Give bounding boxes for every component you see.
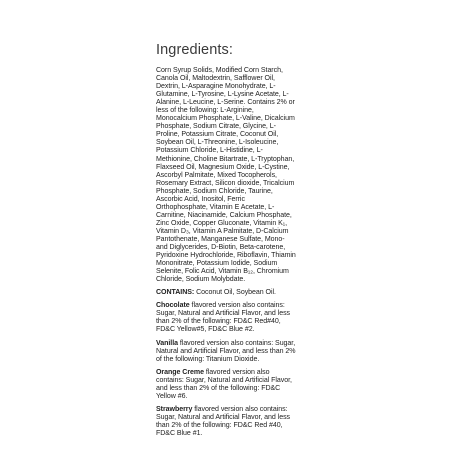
- contains-statement: [156, 289, 296, 297]
- flavor-orange-creme: [156, 369, 296, 401]
- flavor-name: Vanilla: [156, 339, 178, 347]
- flavor-strawberry: [156, 406, 296, 438]
- flavor-text: flavored version also contains: Sugar, Natural and Artificial Flavor, and less than 2% of the following: Titanium Dioxide.: [156, 339, 296, 363]
- flavor-text: flavored version also contains: Sugar, Natural and Artificial Flavor, and less than 2% of the following: FD&C Red#40, FD&C Yellow#5, FD&C Blue #2.: [156, 302, 291, 334]
- flavor-text: flavored version also contains: Sugar, Natural and Artificial Flavor, and less than 2% of the following: FD&C Red #40, FD&C Blue #1.: [156, 405, 291, 437]
- ingredients-list: Corn Syrup Solids, Modified Corn Starch, Canola Oil, Maltodextrin, Safflower Oil, Dextrin, L-Asparagine Monohydrate, L-Glutamine, L-Tyrosine, L-Lysine Acetate, L-Alanine, L-Leucine, L-Serine. Contains 2% or less of the following: L-Arginine, Monocalcium Phosphate, L-Valine, Dicalcium Phosphate, Sodium Citrate, Glycine, L-Proline, Potassium Citrate, Coconut Oil, Soybean Oil, L-Threonine, L-Isoleucine, Potassium Chloride, L-Histidine, L-Methionine, Choline Bitartrate, L-Tryptophan, Flaxseed Oil, Magnesium Oxide, L-Cystine, Ascorbyl Palmitate, Mixed Tocopherols, Rosemary Extract, Silicon dioxide, Tricalcium Phosphate, Sodium Chloride, Taurine, Ascorbic Acid, Inositol, Ferric Orthophosphate, Vitamin E Acetate, L-Carnitine, Niacinamide, Calcium Phosphate, Zinc Oxide, Copper Gluconate, Vitamin K₁, Vitamin D₃, Vitamin A Palmitate, D-Calcium Pantothenate, Manganese Sulfate, Mono- and Diglycerides, D-Biotin, Beta-carotene, Pyridoxine Hydrochloride, Riboflavin, Thiamin Mononitrate, Potassium Iodide, Sodium Selenite, Folic Acid, Vitamin B₁₂, Chromium Chloride, Sodium Molybdate.: [156, 67, 296, 284]
- ingredients-heading: Ingredients:: [156, 42, 233, 58]
- flavor-text: flavored version also contains: Sugar, Natural and Artificial Flavor, and less than 2% of the following: FD&C Yellow #6.: [156, 368, 292, 400]
- flavor-name: Chocolate: [156, 302, 190, 310]
- flavor-chocolate: [156, 302, 296, 334]
- contains-label: CONTAINS:: [156, 289, 195, 297]
- flavor-vanilla: [156, 340, 296, 364]
- flavor-name: Orange Creme: [156, 368, 204, 376]
- ingredients-panel: [156, 42, 296, 438]
- contains-text: Coconut Oil, Soybean Oil.: [194, 289, 276, 297]
- flavor-name: Strawberry: [156, 405, 193, 413]
